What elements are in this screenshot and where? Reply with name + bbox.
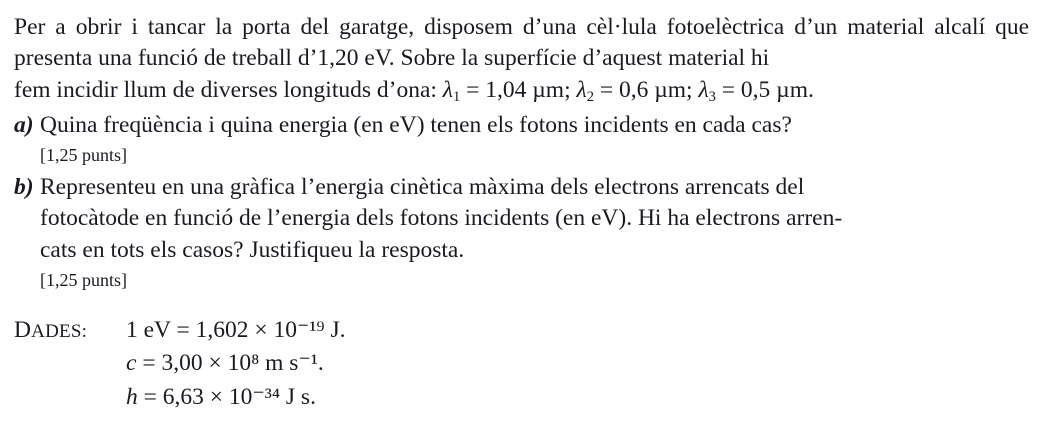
given-data-title: DADES:	[14, 316, 88, 343]
question-parts	[14, 110, 1029, 294]
wavelength-3: $\lambda_3 = 0,5$ µm.	[698, 76, 814, 105]
wavelength-2: $\lambda_2 = 0,6$ µm;	[576, 76, 699, 105]
part-a-label: a)	[14, 111, 34, 138]
intro-line-3-prefix: fem incidir llum de diverses longituds d’ona:	[14, 76, 443, 103]
question-part-a	[14, 110, 1029, 169]
part-b-points: [1,25 punts]	[40, 269, 127, 290]
data-line-planck-constant: h = 6,63 × 10⁻³⁴ J s.	[126, 383, 316, 410]
data-line-electronvolt: 1 eV = 1,602 × 10⁻¹⁹ J.	[126, 316, 346, 343]
part-b-text-line-3: cats en tots els casos? Justifiqueu la resposta.	[40, 236, 465, 263]
part-b-text-line-1: Representeu en una gràfica l’energia cinètica màxima dels electrons arrencats del	[40, 174, 805, 201]
intro-line-1: Per a obrir i tancar la porta del garatge, disposem d’una cèl·lula fotoelèctrica d’un material	[14, 14, 925, 40]
part-b-text-line-2: fotocàtode en funció de l’energia dels fotons incidents (en eV). Hi ha electrons arren-	[40, 205, 843, 232]
given-data-block	[14, 314, 1029, 414]
question-intro	[14, 12, 1029, 107]
wavelength-1: $\lambda_1 = 1,04$ µm;	[442, 76, 577, 105]
given-data-values	[126, 314, 1029, 414]
symbol-c: c	[126, 350, 137, 377]
question-part-b	[14, 172, 1029, 294]
intro-line-2: alcalí que presenta una funció de treball d’1,20 eV. Sobre la superfície d’aquest material hi	[14, 14, 1030, 72]
part-a-text: Quina freqüència i quina energia (en eV) tenen els fotons incidents en cada cas?	[40, 111, 792, 138]
part-b-body	[40, 172, 1029, 294]
symbol-h: h	[126, 383, 138, 410]
part-a-body	[40, 110, 1029, 169]
part-b-label: b)	[14, 174, 34, 201]
part-a-points: [1,25 punts]	[40, 145, 127, 166]
data-line-speed-of-light: c = 3,00 × 10⁸ m s⁻¹.	[126, 350, 324, 377]
intro-line-3	[14, 77, 814, 103]
